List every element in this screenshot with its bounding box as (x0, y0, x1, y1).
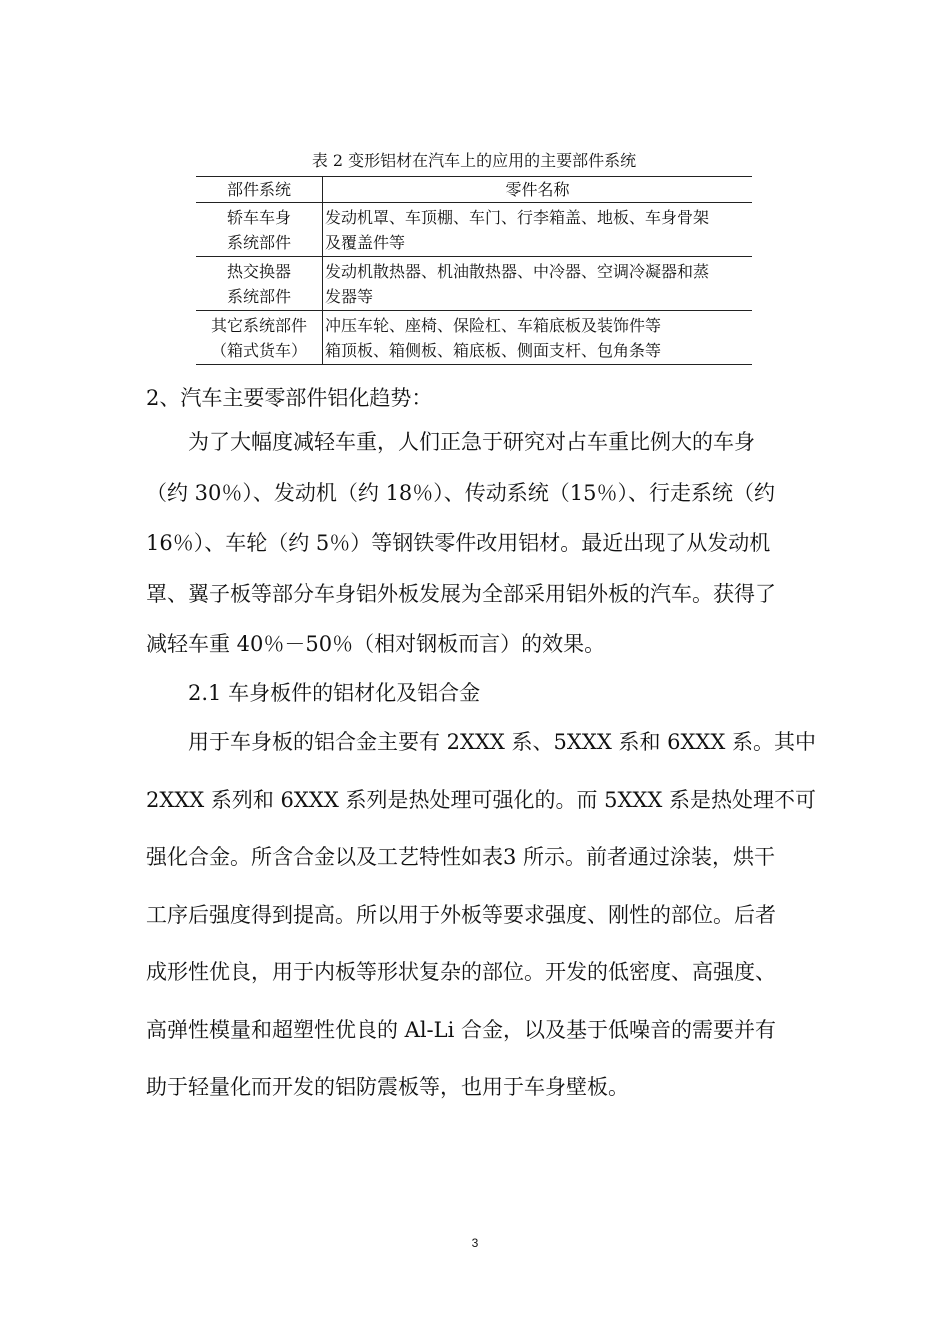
paragraph-line: 用于车身板的铝合金主要有 2XXX 系、5XXX 系和 6XXX 系。其中 (188, 730, 817, 754)
parts-cell (323, 203, 753, 257)
header-parts: 零件名称 (505, 180, 570, 199)
system-line: 系统部件 (226, 287, 291, 306)
paragraph-line: 工序后强度得到提高。所以用于外板等要求强度、刚性的部位。后者 (146, 902, 776, 927)
table-row (196, 203, 752, 257)
system-cell (196, 203, 323, 257)
table-caption: 表 2 变形铝材在汽车上的应用的主要部件系统 (311, 151, 637, 170)
parts-line: 发动机罩、车顶棚、车门、行李箱盖、地板、车身骨架 (325, 208, 710, 227)
parts-line: 发动机散热器、机油散热器、中冷器、空调冷凝器和蒸 (325, 262, 710, 281)
parts-line: 箱顶板、箱侧板、箱底板、侧面支杆、包角条等 (325, 341, 662, 360)
paragraph-2 (146, 723, 816, 1126)
system-line: 系统部件 (226, 233, 291, 252)
table-row (196, 257, 752, 311)
system-line: 其它系统部件 (210, 316, 307, 335)
table-header-row (196, 177, 752, 203)
paragraph-line: （约 30％）、发动机（约 18％）、传动系统（15％）、行走系统（约 (146, 480, 776, 505)
paragraph-line: 罩、翼子板等部分车身铝外板发展为全部采用铝外板的汽车。获得了 (146, 581, 776, 606)
page-number: 3 (471, 1236, 479, 1250)
paragraph-1 (146, 423, 816, 676)
paragraph-line: 减轻车重 40％－50％（相对钢板而言）的效果。 (146, 632, 606, 656)
subsection-heading: 2.1 车身板件的铝材化及铝合金 (188, 681, 481, 705)
parts-cell (323, 311, 753, 365)
paragraph-line: 为了大幅度减轻车重，人们正急于研究对占车重比例大的车身 (188, 430, 755, 454)
system-cell (196, 257, 323, 311)
system-line: （箱式货车） (210, 341, 307, 360)
parts-line: 冲压车轮、座椅、保险杠、车箱底板及装饰件等 (325, 316, 662, 335)
header-system: 部件系统 (196, 177, 323, 203)
table-row (196, 311, 752, 365)
paragraph-line: 助于轻量化而开发的铝防震板等，也用于车身壁板。 (146, 1075, 629, 1099)
parts-table (196, 176, 752, 365)
paragraph-line: 16％）、车轮（约 5％）等钢铁零件改用铝材。最近出现了从发动机 (146, 531, 771, 555)
paragraph-line: 强化合金。所含合金以及工艺特性如表3 所示。前者通过涂装，烘干 (146, 845, 776, 869)
system-cell (196, 311, 323, 365)
paragraph-line: 2XXX 系列和 6XXX 系列是热处理可强化的。而 5XXX 系是热处理不可 (146, 787, 817, 812)
system-line: 热交换器 (226, 262, 291, 281)
section-heading: 2、汽车主要零部件铝化趋势： (146, 386, 433, 410)
paragraph-line: 高弹性模量和超塑性优良的 Al-Li 合金，以及基于低噪音的需要并有 (146, 1017, 776, 1042)
system-line: 轿车车身 (226, 208, 291, 227)
parts-cell (323, 257, 753, 311)
parts-line: 及覆盖件等 (325, 233, 406, 252)
paragraph-line: 成形性优良，用于内板等形状复杂的部位。开发的低密度、高强度、 (146, 960, 776, 984)
parts-line: 发器等 (325, 287, 374, 306)
